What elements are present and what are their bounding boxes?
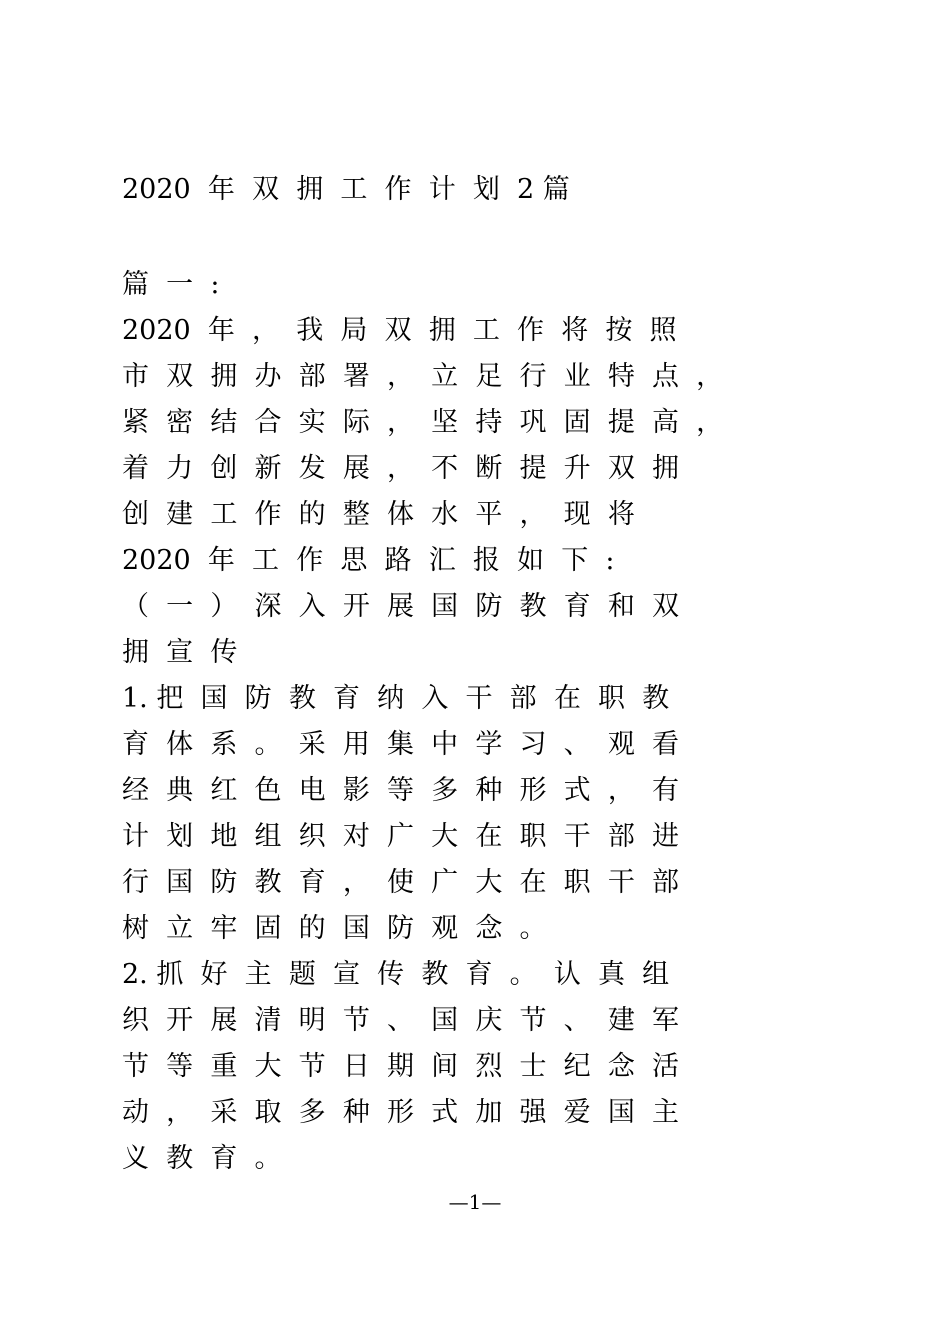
body-line: 织 开 展 清 明 节 、 国 庆 节 、 建 军 <box>122 1005 679 1036</box>
body-line: 义 教 育 。 <box>122 1143 282 1174</box>
body-line: 1. 把 国 防 教 育 纳 入 干 部 在 职 教 <box>122 683 670 714</box>
body-line: 节 等 重 大 节 日 期 间 烈 士 纪 念 活 <box>122 1051 679 1082</box>
body-line: 2020 年 工 作 思 路 汇 报 如 下 : <box>122 545 615 576</box>
body-line: 2. 抓 好 主 题 宣 传 教 育 。 认 真 组 <box>122 959 670 990</box>
body-line: 市 双 拥 办 部 署 ， 立 足 行 业 特 点 ， <box>122 361 724 392</box>
body-line: 紧 密 结 合 实 际 ， 坚 持 巩 固 提 高 ， <box>122 407 724 438</box>
page-number: —1— <box>448 1190 502 1214</box>
body-line: 2020 年 ， 我 局 双 拥 工 作 将 按 照 <box>122 315 677 346</box>
section-heading: （ 一 ） 深 入 开 展 国 防 教 育 和 双 <box>122 591 679 622</box>
body-line: 育 体 系 。 采 用 集 中 学 习 、 观 看 <box>122 729 679 760</box>
body-line: 动 ， 采 取 多 种 形 式 加 强 爱 国 主 <box>122 1097 679 1128</box>
body-line: 篇 一 : <box>122 269 220 300</box>
body-line: 创 建 工 作 的 整 体 水 平 ， 现 将 <box>122 499 635 530</box>
document-title: 2020 年 双 拥 工 作 计 划 2 篇 <box>122 174 570 205</box>
body-line: 着 力 创 新 发 展 ， 不 断 提 升 双 拥 <box>122 453 679 484</box>
body-line: 行 国 防 教 育 ， 使 广 大 在 职 干 部 <box>122 867 679 898</box>
body-line: 经 典 红 色 电 影 等 多 种 形 式 ， 有 <box>122 775 679 806</box>
body-line: 树 立 牢 固 的 国 防 观 念 。 <box>122 913 547 944</box>
body-line: 计 划 地 组 织 对 广 大 在 职 干 部 进 <box>122 821 679 852</box>
section-heading: 拥 宣 传 <box>122 637 238 668</box>
